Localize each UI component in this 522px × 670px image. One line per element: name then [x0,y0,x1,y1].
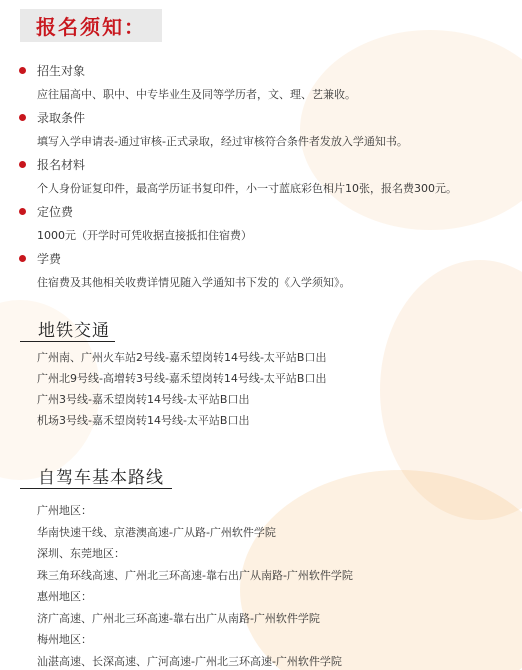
item-label: 学费 [37,252,62,266]
bullet-icon [19,161,26,168]
metro-section-title: 地铁交通 [38,321,110,341]
metro-route: 广州南、广州火车站2号线-嘉禾望岗转14号线-太平站B口出 [37,351,327,364]
item-label: 定位费 [37,205,74,219]
drive-route: 汕湛高速、长深高速、广河高速-广州北三环高速-广州软件学院 [37,654,342,668]
drive-lines [37,500,353,670]
drive-route: 珠三角环线高速、广州北三环高速-靠右出广从南路-广州软件学院 [37,568,353,582]
item-label: 报名材料 [37,158,86,172]
metro-lines [37,347,326,431]
item-desc: 住宿费及其他相关收费详情见随入学通知书下发的《入学须知》。 [37,276,351,289]
notice-item [0,247,522,294]
notice-items [0,59,522,294]
bullet-icon [19,208,26,215]
notice-item [0,200,522,247]
item-desc: 填写入学申请表-通过审核-正式录取，经过审核符合条件者发放入学通知书。 [37,135,408,148]
drive-region: 梅州地区： [37,633,92,646]
page-title: 报名须知： [36,15,146,39]
item-desc: 1000元（开学时可凭收据直接抵扣住宿费） [37,229,252,242]
item-label: 招生对象 [37,64,86,78]
drive-region: 惠州地区： [37,590,92,603]
drive-region: 深圳、东莞地区： [37,547,125,560]
drive-divider [20,488,172,489]
bullet-icon [19,67,26,74]
drive-section-title: 自驾车基本路线 [38,468,164,488]
bullet-icon [19,255,26,262]
notice-item [0,153,522,200]
metro-divider [20,341,115,342]
item-desc: 个人身份证复印件，最高学历证书复印件，小一寸蓝底彩色相片10张，报名费300元。 [37,182,457,195]
metro-route: 机场3号线-嘉禾望岗转14号线-太平站B口出 [37,414,250,427]
bullet-icon [19,114,26,121]
drive-route: 济广高速、广州北三环高速-靠右出广从南路-广州软件学院 [37,611,320,625]
notice-item [0,106,522,153]
item-desc: 应往届高中、职中、中专毕业生及同等学历者，文、理、艺兼收。 [37,88,356,101]
drive-route: 华南快速干线、京港澳高速-广从路-广州软件学院 [37,525,276,539]
metro-route: 广州北9号线-高增转3号线-嘉禾望岗转14号线-太平站B口出 [37,372,327,385]
item-label: 录取条件 [37,111,86,125]
notice-title-box [20,9,162,42]
metro-route: 广州3号线-嘉禾望岗转14号线-太平站B口出 [37,393,250,406]
notice-item [0,59,522,106]
drive-region: 广州地区： [37,504,92,517]
